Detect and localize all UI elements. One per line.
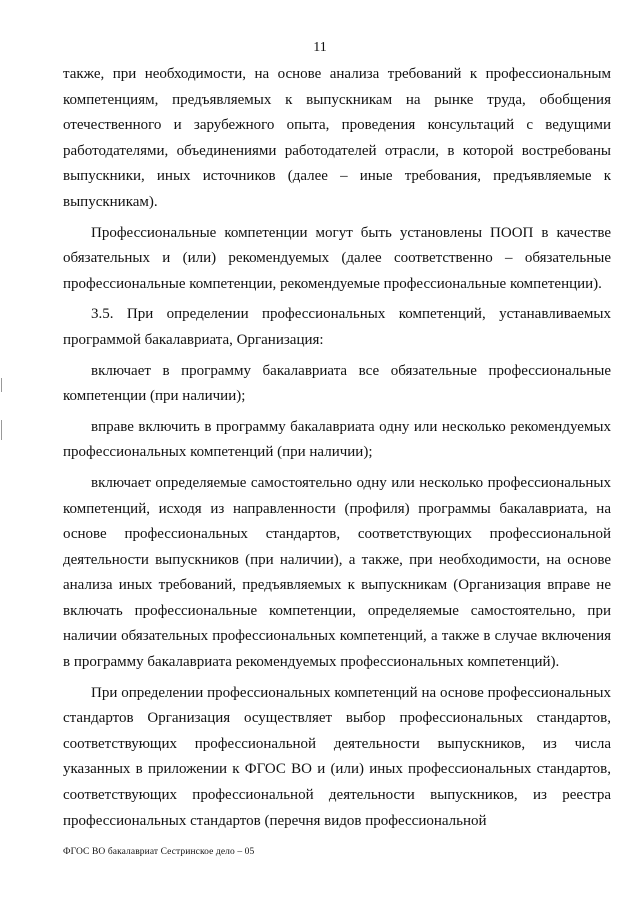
scan-margin-mark (1, 378, 2, 392)
paragraph-pk-types: Профессиональные компетенции могут быть установлены ПООП в качестве обязательных и (или) рекомендуемых (далее соответственно – обязательные профессиональные компетенции, рекомендуемые профессиональные компетенции). (63, 224, 611, 292)
document-body (63, 62, 611, 839)
list-item-mandatory: включает в программу бакалавриата все обязательные профессиональные компетенции (при наличии); (63, 362, 611, 405)
scan-margin-mark (1, 420, 2, 440)
paragraph-section-3-5: 3.5. При определении профессиональных компетенций, устанавливаемых программой бакалавриата, Организация: (63, 306, 611, 348)
page-footer: ФГОС ВО бакалавриат Сестринское дело – 05 (63, 847, 255, 857)
paragraph-continuation: также, при необходимости, на основе анализа требований к профессиональным компетенциям, предъявляемых к выпускникам на рынке труда, обобщения отечественного и зарубежного опыта, проведения консультаций с ведущими работодателями, объединениями работодателей отрасли, в которой востребованы выпускники, иных источников (далее – иные требования, предъявляемые к выпускникам). (63, 66, 611, 210)
paragraph-prof-standards: При определении профессиональных компетенций на основе профессиональных стандартов Организация осуществляет выбор профессиональных стандартов, соответствующих профессиональной деятельности выпускников, из числа указанных в приложении к ФГОС ВО и (или) иных профессиональных стандартов, соответствующих профессиональной деятельности выпускников, из реестра профессиональных стандартов (перечня видов профессиональной (63, 684, 611, 829)
list-item-recommended: вправе включить в программу бакалавриата одну или несколько рекомендуемых профессиональных компетенций (при наличии); (63, 418, 611, 461)
page-number: 11 (313, 40, 327, 55)
list-item-self-defined: включает определяемые самостоятельно одну или несколько профессиональных компетенций, исходя из направленности (профиля) программы бакалавриата, на основе профессиональных стандартов, соответствующих профессиональной деятельности выпускников (при наличии), а также, при необходимости, на основе анализа иных требований, предъявляемых к выпускникам (Организация вправе не включать профессиональные компетенции, определяемые самостоятельно, при наличии обязательных профессиональных компетенций, а также в случае включения в программу бакалавриата рекомендуемых профессиональных компетенций). (63, 474, 611, 671)
